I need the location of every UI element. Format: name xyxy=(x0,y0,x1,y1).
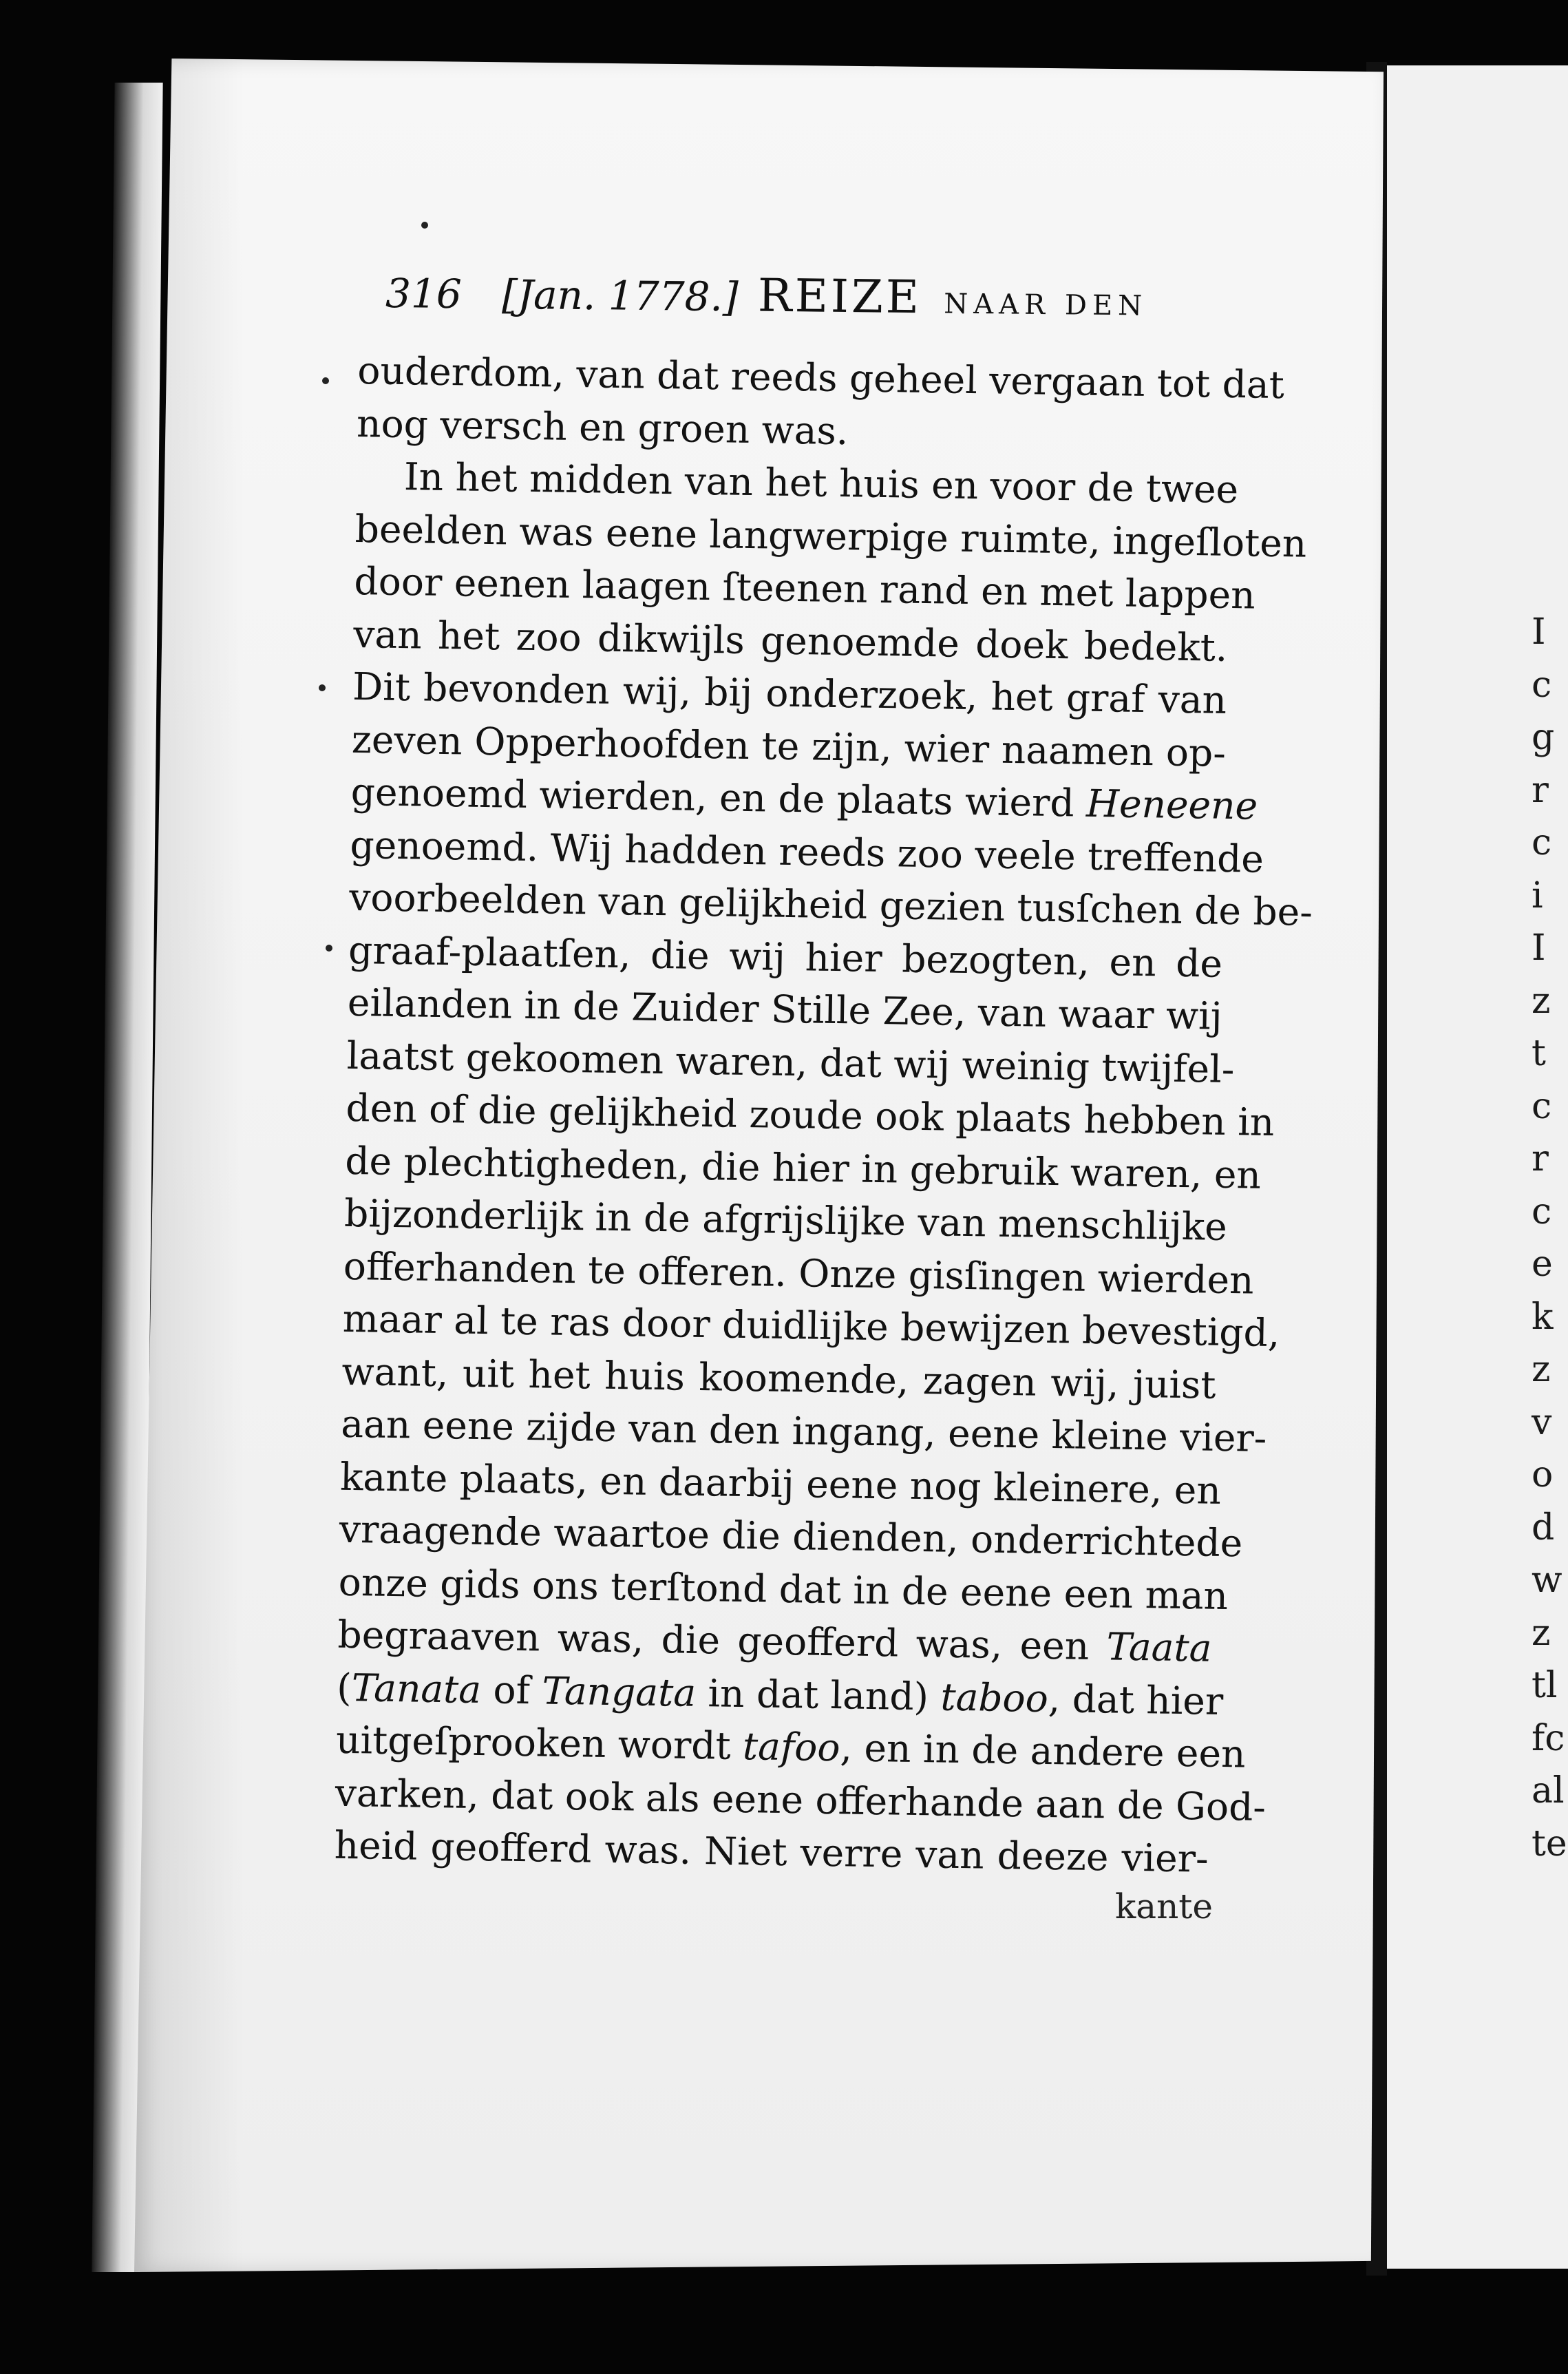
facing-page-fragment: r xyxy=(1532,1138,1549,1179)
text-line: begraaven was, die geofferd was, een Taata xyxy=(337,1612,1212,1670)
facing-page-fragment: c xyxy=(1532,1190,1552,1232)
text-line: voorbeelden van gelijkheid gezien tusſchen de be- xyxy=(348,874,1313,934)
facing-page-fragment: c xyxy=(1532,822,1552,863)
text-line: (Tanata of Tangata in dat land) taboo, dat hier xyxy=(336,1665,1224,1723)
body-text xyxy=(334,344,1313,1885)
facing-page-text-fragments xyxy=(1532,606,1568,1870)
text-line: kante plaats, en daarbij eene nog kleinere, en xyxy=(339,1454,1222,1513)
ink-speck xyxy=(322,377,329,384)
facing-page-fragment: w xyxy=(1532,1559,1562,1601)
text-line: In het midden van het huis en voor de twee xyxy=(403,454,1239,512)
text-line: offerhanden te offeren. Onze gisſingen wierden xyxy=(343,1243,1255,1303)
text-line: varken, dat ook als eene offerhande aan de God- xyxy=(335,1770,1267,1829)
text-line: heid geofferd was. Niet verre van deeze vier- xyxy=(334,1822,1209,1881)
text-line: want, uit het huis koomende, zagen wij, juist xyxy=(341,1349,1216,1407)
text-line: onze gids ons terſtond dat in de eene een man xyxy=(338,1559,1229,1618)
facing-page-fragment: d xyxy=(1532,1506,1555,1548)
header-subtitle: NAAR DEN xyxy=(944,288,1148,322)
text-line: eilanden in de Zuider Stille Zee, van waar wij xyxy=(347,980,1223,1038)
text-line: beelden was eene langwerpige ruimte, ingeſloten xyxy=(354,506,1307,566)
facing-page-fragment: tl xyxy=(1532,1665,1558,1706)
facing-page-fragment: t xyxy=(1532,1033,1546,1074)
text-line: uitgeſprooken wordt tafoo, en in de andere een xyxy=(335,1717,1246,1776)
text-line: graaf-plaatſen, die wij hier bezogten, en de xyxy=(348,927,1223,986)
text-line: nog versch en groen was. xyxy=(356,401,849,453)
facing-page-fragment: c xyxy=(1532,1085,1552,1127)
facing-page-fragment: fc xyxy=(1532,1717,1565,1759)
facing-page-fragment: te xyxy=(1532,1822,1567,1864)
facing-page-fragment: z xyxy=(1532,1612,1551,1654)
header-date: [Jan. 1778.] xyxy=(501,271,739,321)
facing-page-fragment: e xyxy=(1532,1243,1553,1285)
text-line: van het zoo dikwijls genoemde doek bedekt. xyxy=(352,611,1228,670)
facing-page-fragment: r xyxy=(1532,769,1549,811)
catchword: kante xyxy=(1115,1887,1213,1926)
ink-speck xyxy=(326,945,332,952)
text-line: maar al te ras door duidlijke bewijzen bevestigd, xyxy=(342,1296,1280,1356)
text-line: vraagende waartoe die dienden, onderrichtede xyxy=(339,1506,1243,1566)
text-line: den of die gelijkheid zoude ook plaats hebben in xyxy=(346,1085,1275,1145)
text-line: Dit bevonden wij, bij onderzoek, het graf van xyxy=(352,664,1227,722)
text-line: de plechtigheden, die hier in gebruik waren, en xyxy=(344,1138,1262,1197)
facing-page-fragment: k xyxy=(1532,1296,1554,1338)
ink-speck xyxy=(319,684,326,691)
facing-page-fragment: al xyxy=(1532,1770,1565,1811)
facing-page-fragment: v xyxy=(1532,1401,1552,1443)
text-line: ouderdom, van dat reeds geheel vergaan tot dat xyxy=(357,348,1285,408)
facing-page-fragment: o xyxy=(1532,1454,1554,1495)
text-line: genoemd wierden, en de plaats wierd Heneene xyxy=(350,769,1258,828)
page-number: 316 xyxy=(385,270,463,318)
text-line: zeven Opperhoofden te zijn, wier naamen op- xyxy=(351,717,1227,775)
text-line: door eenen laagen ſteenen rand en met lappen xyxy=(354,558,1256,618)
facing-page-fragment: I xyxy=(1532,611,1546,653)
text-line: bijzonderlijk in de afgrijslijke van menschlijke xyxy=(343,1190,1228,1249)
facing-page-fragment: c xyxy=(1532,664,1552,706)
running-header xyxy=(385,265,1212,336)
header-title: REIZE xyxy=(757,269,922,324)
facing-page-fragment: I xyxy=(1532,927,1546,969)
facing-page-fragment: i xyxy=(1532,874,1543,916)
text-line: laatst gekoomen waren, dat wij weinig twijfel- xyxy=(346,1033,1235,1091)
facing-page-fragment: z xyxy=(1532,1349,1551,1390)
ink-speck xyxy=(421,222,428,229)
text-line: aan eene zijde van den ingang, eene kleine vier- xyxy=(340,1401,1267,1460)
facing-page-fragment: g xyxy=(1532,717,1555,758)
text-line: genoemd. Wij hadden reeds zoo veele treffende xyxy=(350,822,1264,881)
facing-page-fragment: z xyxy=(1532,980,1551,1022)
